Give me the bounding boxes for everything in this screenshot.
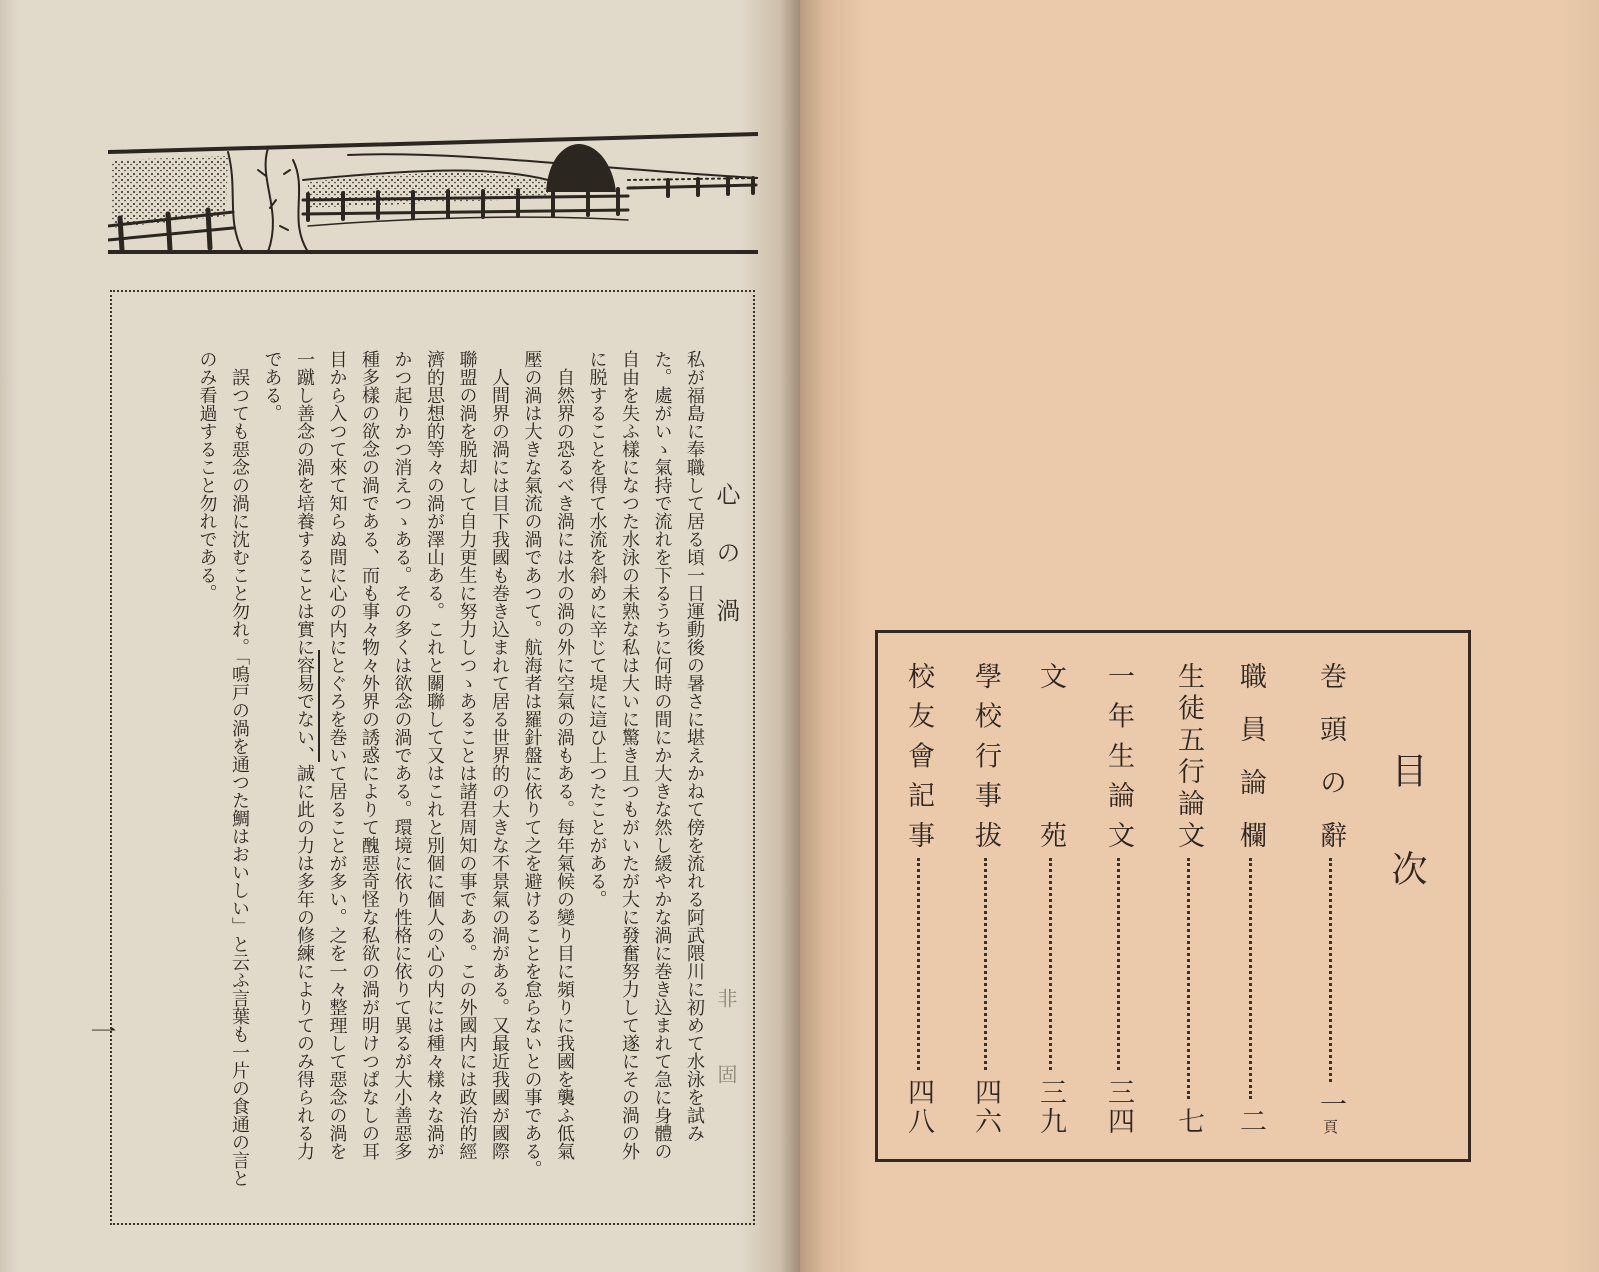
toc-entry-page: 四六: [970, 1078, 1001, 1136]
text-column: 私が福島に奉職して居る頃一日運動後の暑さに堪えかねて傍を流れる阿武隈川に初めて水泳を試み: [684, 350, 705, 1142]
emphasis-sideline: [318, 650, 320, 762]
text-column: 壓の渦は大きな氣流の渦であつて。航海者は羅針盤に依りて之を避けることを怠らないとの事である。: [521, 350, 543, 1178]
toc-entry-label: 校友會記事: [903, 662, 934, 848]
toc-entry: [1168, 662, 1208, 1136]
toc-entry-page: 七: [1173, 1107, 1204, 1136]
text-column: 聯盟の渦を脱却して自力更生に努力しつゝあることは諸君周知の事である。この外國内には政治的經: [456, 350, 478, 1160]
toc-entry: [1098, 662, 1138, 1136]
toc-entry-page: 二: [1235, 1107, 1266, 1136]
toc-page-unit: 頁: [1321, 1119, 1339, 1136]
article-author: 非 固: [714, 988, 738, 1102]
text-column: 人間界の渦には目下我國も巻き込まれて居る世界的の大きな不景氣の渦がある。又最近我國が國際: [489, 350, 510, 1160]
toc-dotted-leader: [984, 858, 987, 1070]
toc-title: 目次: [1386, 752, 1427, 948]
text-column: 誤つても惡念の渦に沈むこと勿れ。「鳴戸の渦を通つた鯛はおいしい」と云ふ言葉も一片の食通の言と: [229, 350, 250, 1187]
text-column: 種多樣の欲念の渦である、而も事々物々外界の誘惑によりて醜惡奇怪な私欲の渦が明けつぱなしの耳: [359, 350, 380, 1160]
text-column: 目から入つて來て知らぬ間に心の内にとぐろを巻いて居ることが多い。之を一々整理して惡念の渦を: [326, 350, 348, 1160]
toc-entry: [965, 662, 1005, 1136]
toc-entry-page: [1310, 1090, 1350, 1136]
toc-dotted-leader: [1249, 858, 1252, 1099]
toc-entry-page: 四八: [903, 1078, 934, 1136]
toc-entry: [1310, 662, 1350, 1136]
toc-entry-label: 生徒五行論文: [1173, 662, 1204, 848]
toc-entry: [1030, 662, 1070, 1136]
toc-dotted-leader: [917, 858, 920, 1070]
text-column: 一蹴し善念の渦を培養することは實に容易でない、誠に此の力は多年の修練によりてのみ得られる力: [294, 350, 315, 1160]
toc-dotted-leader: [1329, 858, 1332, 1082]
toc-entry-label: 巻頭の辭: [1315, 662, 1346, 848]
text-column: 自由を失ふ樣になつた水泳の未熟な私は大いに驚き且つもがいたが大に發奮努力して遂にその渦の外: [619, 350, 640, 1160]
toc-entry-label: 職員論欄: [1235, 662, 1266, 848]
text-column: のみ看過すること勿れである。: [196, 350, 218, 602]
toc-entry-label: 學校行事拔: [970, 662, 1001, 848]
text-column: に脱することを得て水流を斜めに辛じて堤に這ひ上つたことがある。: [586, 350, 608, 908]
toc-dotted-leader: [1049, 858, 1052, 1070]
toc-entry-label: 一年生論文: [1103, 662, 1134, 848]
toc-entry: [1230, 662, 1270, 1136]
toc-entry-page: 三九: [1035, 1078, 1066, 1136]
text-column: た。處がいゝ氣持で流れを下るうちに何時の間にか大きな然し緩やかな渦に巻き込まれて急に身體の: [651, 350, 673, 1160]
landscape-illustration: [108, 130, 758, 258]
toc-entry: [898, 662, 938, 1136]
article-title: 心の渦: [712, 482, 740, 656]
toc-dotted-leader: [1187, 858, 1190, 1099]
text-column: である。: [261, 350, 283, 422]
text-column: 自然界の恐るべき渦には水の渦の外に空氣の渦もある。每年氣候の變り目に頻りに我國を襲ふ低氣: [554, 350, 575, 1160]
page-number: 一: [86, 1018, 116, 1044]
toc-entry-label: 文 苑: [1035, 662, 1066, 848]
article-body: [190, 350, 710, 1220]
text-column: かつ起りかつ消えつゝある。その多くは欲念の渦である。環境に依り性格に依りて異るが大小善惡多: [391, 350, 413, 1160]
toc-dotted-leader: [1117, 858, 1120, 1070]
toc-page-number: 一: [1315, 1090, 1346, 1119]
text-column: 濟的思想的等々の渦が澤山ある。これと關聯して又はこれと別個に個人の心の内には種々樣々な渦が: [424, 350, 445, 1160]
toc-entry-page: 三四: [1103, 1078, 1134, 1136]
